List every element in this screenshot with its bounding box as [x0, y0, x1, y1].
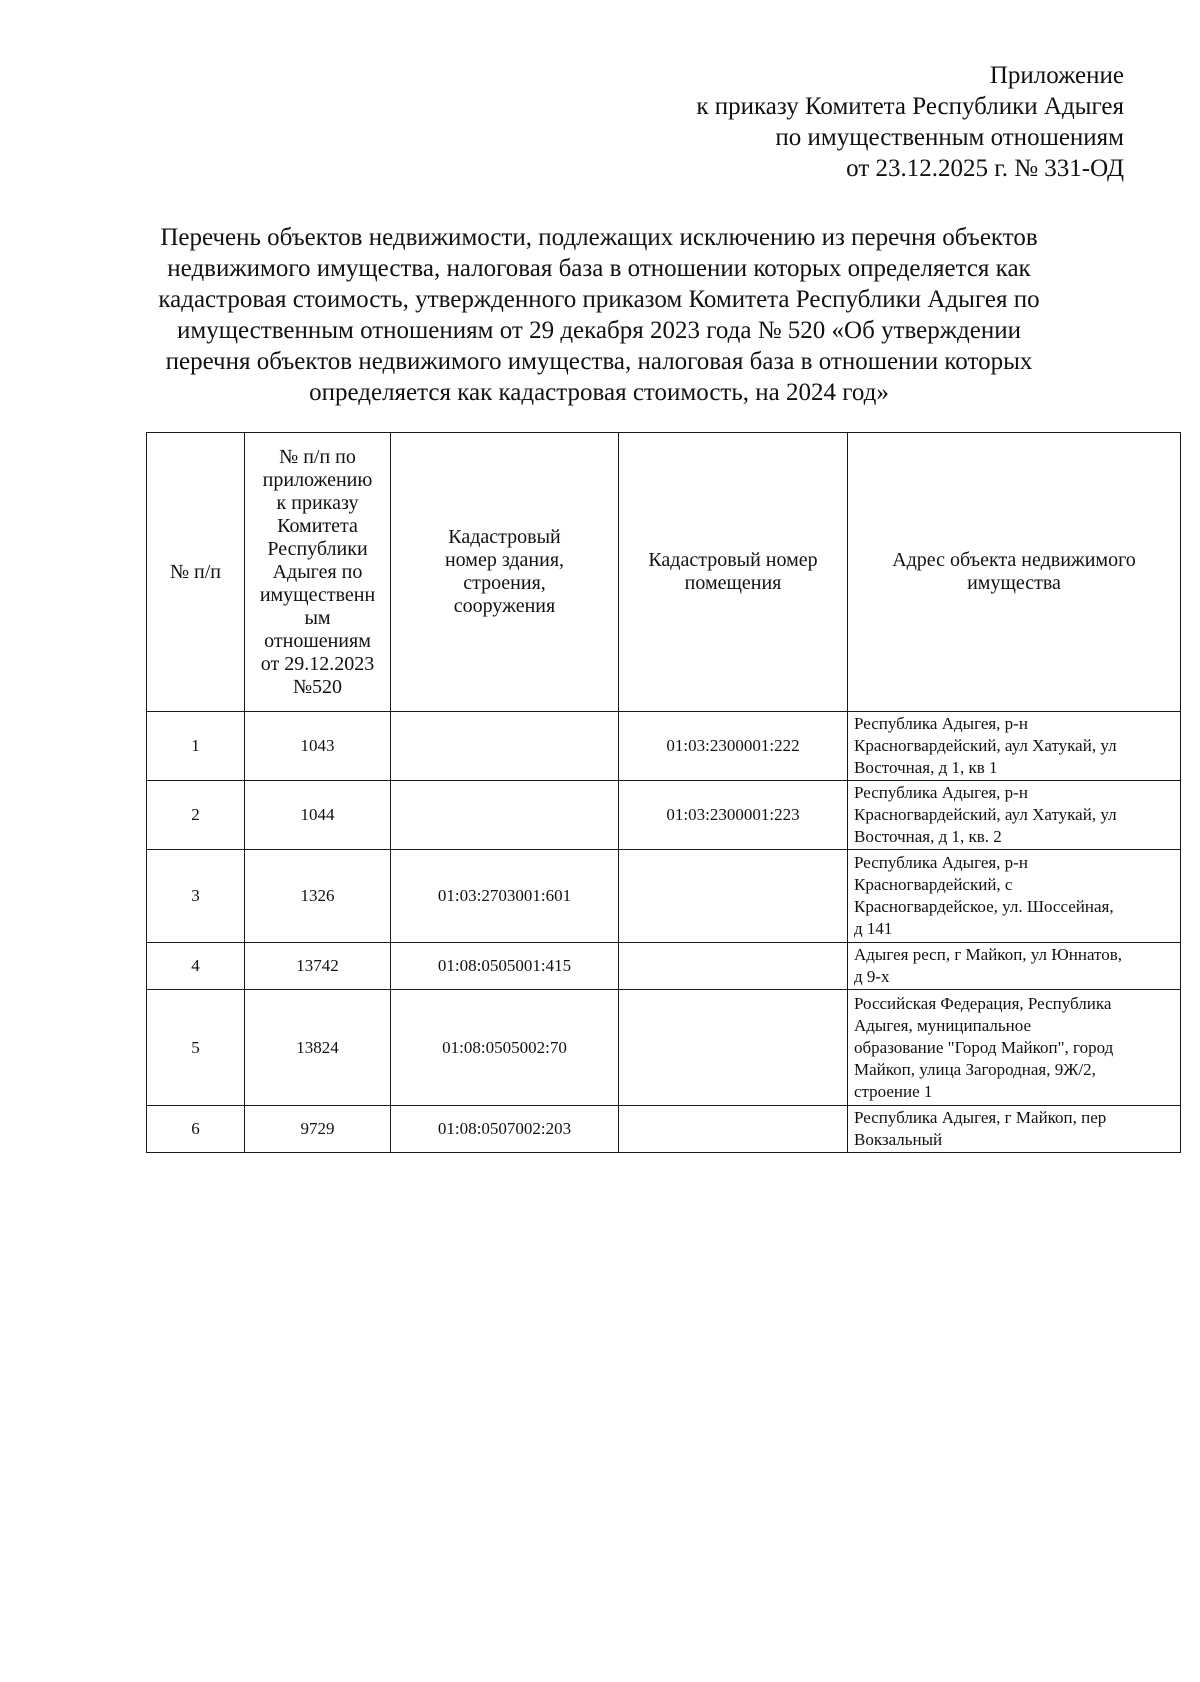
cell-address — [848, 850, 1181, 943]
appendix-header — [696, 60, 1124, 184]
header-ref-line: отношениям — [264, 629, 371, 652]
cell-address — [848, 990, 1181, 1106]
header-building-line: сооружения — [453, 595, 556, 617]
cell-ref: 1044 — [245, 781, 391, 850]
header-ref-line: ым — [304, 606, 331, 629]
cell-premises — [619, 943, 848, 990]
header-num-label: № п/п — [169, 560, 222, 583]
table-header-row — [147, 433, 1181, 712]
cell-premises — [619, 850, 848, 943]
cell-building — [391, 712, 619, 781]
table-row — [147, 712, 1181, 781]
address-line: Республика Адыгея, г Майкоп, пер — [854, 1108, 1107, 1127]
header-premises — [619, 433, 848, 712]
address-line: Восточная, д 1, кв. 2 — [854, 827, 1002, 846]
address-line: Красногвардейский, с — [854, 875, 1013, 894]
cell-premises: 01:03:2300001:222 — [619, 712, 848, 781]
cell-num: 6 — [147, 1106, 245, 1153]
header-ref-line: Комитета — [277, 514, 358, 537]
header-ref-line: № п/п по — [279, 445, 356, 468]
address-line: Адыгея респ, г Майкоп, ул Юннатов, — [854, 945, 1123, 964]
header-ref-line: приложению — [262, 468, 373, 491]
header-ref-line: к приказу — [276, 491, 359, 514]
document-title — [132, 222, 1066, 408]
appendix-label: Приложение — [989, 62, 1124, 89]
cell-ref: 13742 — [245, 943, 391, 990]
address-line: д 9-х — [854, 967, 890, 986]
cell-building: 01:03:2703001:601 — [391, 850, 619, 943]
address-line: Красногвардейский, аул Хатукай, ул — [854, 736, 1117, 755]
cell-address — [848, 781, 1181, 850]
header-address-line: Адрес объекта недвижимого — [892, 549, 1136, 571]
title-line: недвижимого имущества, налоговая база в отношении которых определяется как — [167, 255, 1031, 282]
header-building-line: Кадастровый — [448, 526, 561, 548]
header-address — [848, 433, 1181, 712]
address-line: Республика Адыгея, р-н — [854, 853, 1028, 872]
cell-premises: 01:03:2300001:223 — [619, 781, 848, 850]
address-line: Красногвардейский, аул Хатукай, ул — [854, 805, 1117, 824]
table-row — [147, 850, 1181, 943]
cell-address — [848, 1106, 1181, 1153]
title-line: определяется как кадастровая стоимость, на 2024 год» — [309, 379, 889, 406]
cell-premises — [619, 990, 848, 1106]
header-ref-line: от 29.12.2023 — [260, 652, 375, 675]
header-address-line: имущества — [967, 572, 1061, 594]
table-row — [147, 943, 1181, 990]
title-line: кадастровая стоимость, утвержденного приказом Комитета Республики Адыгея по — [158, 286, 1040, 313]
title-line: имущественным отношениям от 29 декабря 2023 года № 520 «Об утверждении — [177, 317, 1021, 344]
address-line: Восточная, д 1, кв 1 — [854, 758, 998, 777]
cell-num: 1 — [147, 712, 245, 781]
header-building — [391, 433, 619, 712]
address-line: Майкоп, улица Загородная, 9Ж/2, — [854, 1059, 1096, 1079]
title-line: перечня объектов недвижимого имущества, налоговая база в отношении которых — [165, 348, 1033, 375]
header-building-line: номер здания, — [444, 549, 565, 571]
appendix-order-ref: к приказу Комитета Республики Адыгея — [696, 93, 1124, 120]
cell-building — [391, 781, 619, 850]
address-line: Вокзальный — [854, 1130, 943, 1149]
cell-ref: 9729 — [245, 1106, 391, 1153]
appendix-committee: по имущественным отношениям — [775, 124, 1124, 151]
cell-ref: 1043 — [245, 712, 391, 781]
cell-num: 2 — [147, 781, 245, 850]
property-list-table — [146, 432, 1181, 1153]
table-row — [147, 990, 1181, 1106]
address-line: Республика Адыгея, р-н — [854, 783, 1028, 802]
cell-building: 01:08:0505002:70 — [391, 990, 619, 1106]
title-line: Перечень объектов недвижимости, подлежащих исключению из перечня объектов — [160, 224, 1038, 251]
address-line: Республика Адыгея, р-н — [854, 714, 1028, 733]
cell-premises — [619, 1106, 848, 1153]
cell-num: 4 — [147, 943, 245, 990]
address-line: Красногвардейское, ул. Шоссейная, — [854, 897, 1114, 916]
address-line: Адыгея, муниципальное — [854, 1015, 1031, 1035]
address-line: образование "Город Майкоп", город — [854, 1037, 1114, 1057]
cell-building: 01:08:0505001:415 — [391, 943, 619, 990]
header-num — [147, 433, 245, 712]
cell-num: 5 — [147, 990, 245, 1106]
header-ref-line: №520 — [292, 675, 343, 698]
header-ref-line: имущественн — [259, 583, 376, 606]
header-ref-line: Адыгея по — [272, 560, 363, 583]
address-line: строение 1 — [854, 1081, 933, 1101]
table-row — [147, 1106, 1181, 1153]
cell-ref: 13824 — [245, 990, 391, 1106]
cell-building: 01:08:0507002:203 — [391, 1106, 619, 1153]
header-building-line: строения, — [463, 572, 546, 594]
cell-num: 3 — [147, 850, 245, 943]
address-line: д 141 — [854, 919, 893, 938]
header-premises-line: помещения — [684, 572, 782, 594]
table-row — [147, 781, 1181, 850]
address-line: Российская Федерация, Республика — [854, 993, 1112, 1013]
cell-address — [848, 712, 1181, 781]
appendix-order-date: от 23.12.2025 г. № 331-ОД — [846, 155, 1124, 182]
header-ref — [245, 433, 391, 712]
header-premises-line: Кадастровый номер — [648, 549, 818, 571]
cell-address — [848, 943, 1181, 990]
header-ref-line: Республики — [267, 537, 368, 560]
cell-ref: 1326 — [245, 850, 391, 943]
